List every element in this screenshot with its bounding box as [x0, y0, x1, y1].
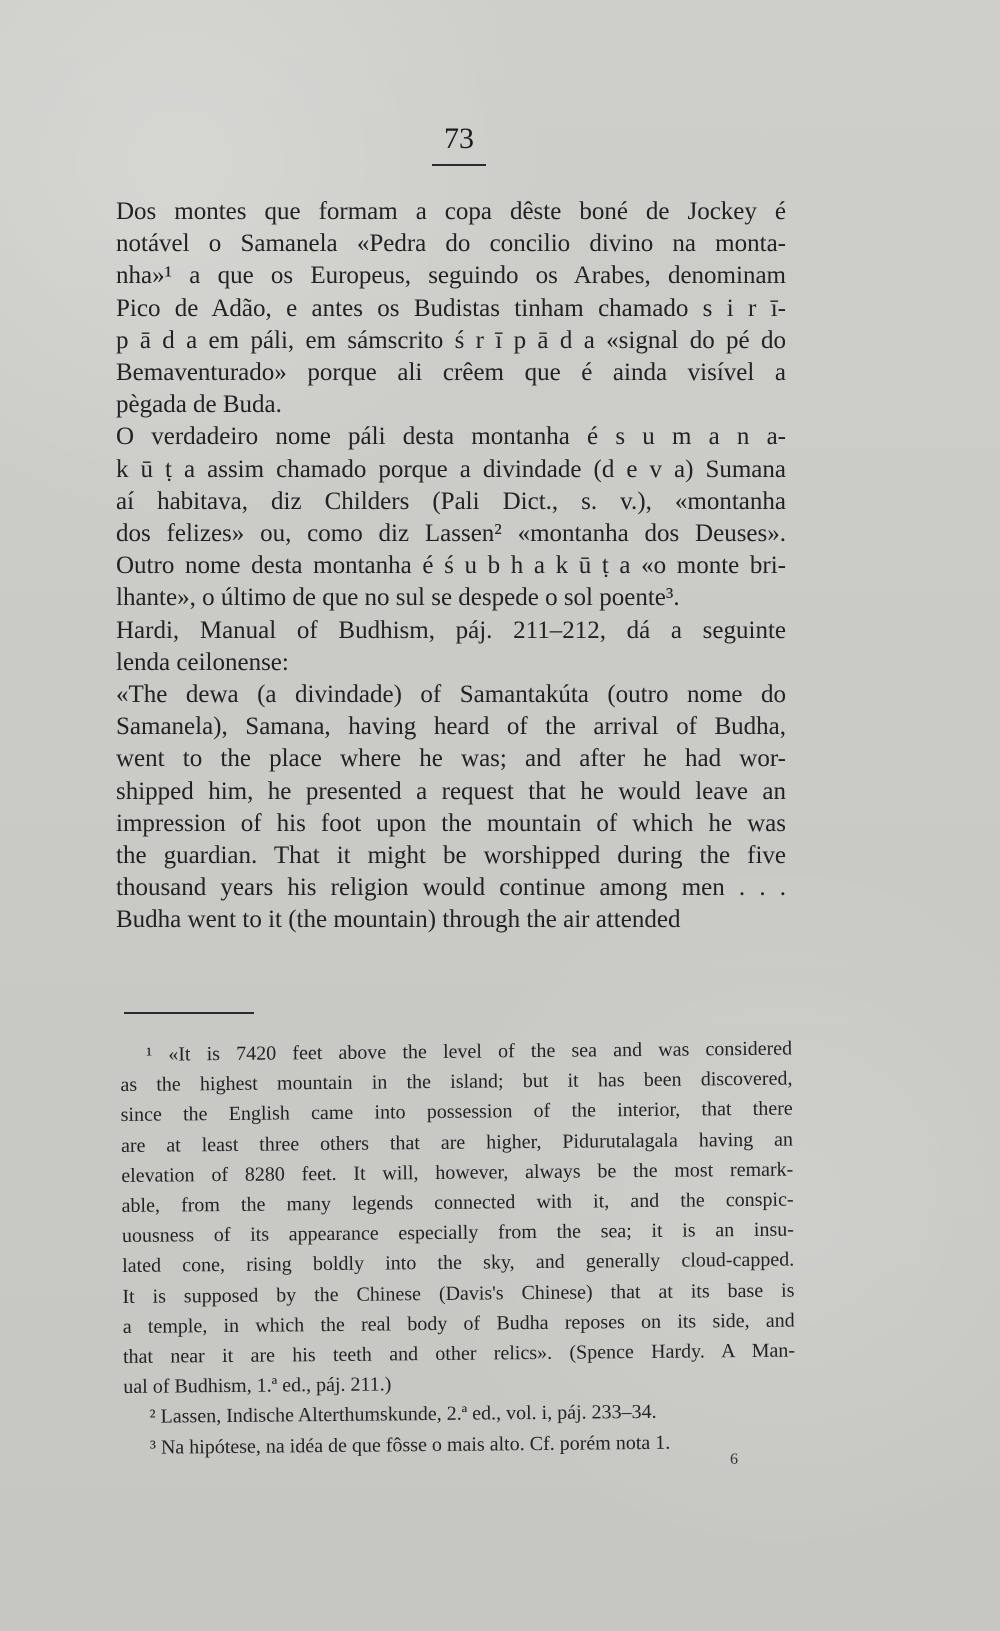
main-line: nha»¹ a que os Europeus, seguindo os Arabes, denominam: [116, 262, 786, 290]
footnote-line: a temple, in which the real body of Budha reposes on its side, and: [122, 1309, 795, 1338]
footnote-line: It is supposed by the Chinese (Davis's Chinese) that at its base is: [122, 1279, 795, 1308]
main-line: O verdadeiro nome páli desta montanha é s u m a n a-: [116, 423, 786, 451]
footnote-line: that near it are his teeth and other relics». (Spence Hardy. A Man-: [122, 1339, 796, 1369]
quote-line: «The dewa (a divindade) of Samantakúta (outro nome do: [116, 681, 786, 709]
main-line: aí habitava, diz Childers (Pali Dict., s. v.), «montanha: [116, 487, 786, 515]
main-line: Pico de Adão, e antes os Budistas tinham chamado s i r ī-: [116, 294, 786, 322]
main-line: Bemaventurado» porque ali crêem que é ainda visível a: [116, 359, 786, 387]
page-number-rule: [432, 164, 486, 166]
main-line: lenda ceilonense:: [116, 648, 289, 676]
footnote-line: since the English came into possession of the interior, that there: [120, 1097, 793, 1127]
main-line: lhante», o último de que no sul se despede o sol poente³.: [116, 584, 680, 612]
quote-line: Budha went to it (the mountain) through the air attended: [116, 906, 681, 934]
quote-line: Samanela), Samana, having heard of the arrival of Budha,: [116, 713, 786, 741]
footnote-line: able, from the many legends connected with it, and the conspic-: [121, 1188, 794, 1218]
footnote-line: ¹ «It is 7420 feet above the level of the sea and was considered: [146, 1037, 793, 1066]
footnote-line: ³ Na hipótese, na idéa de que fôsse o mais alto. Cf. porém nota 1.: [149, 1431, 671, 1459]
quote-line: went to the place where he was; and after he had wor-: [116, 745, 786, 773]
main-line: Hardi, Manual of Budhism, páj. 211–212, dá a seguinte: [116, 616, 786, 644]
printer-signature: 6: [730, 1451, 738, 1468]
main-line: dos felizes» ou, como diz Lassen² «montanha dos Deuses».: [116, 520, 786, 548]
page-number: 73: [444, 122, 474, 155]
main-line: notável o Samanela «Pedra do concilio divino na monta-: [116, 230, 786, 258]
footnote-line: as the highest mountain in the island; but it has been discovered,: [120, 1067, 793, 1097]
quote-line: thousand years his religion would continue among men . . .: [116, 874, 786, 902]
footnote-line: elevation of 8280 feet. It will, however, always be the most remark-: [121, 1158, 794, 1187]
footnote-line: ual of Budhism, 1.ª ed., páj. 211.): [123, 1373, 392, 1399]
main-text-block: [116, 196, 786, 937]
quote-line: the guardian. That it might be worshipped during the five: [116, 842, 786, 870]
footnotes-block: [120, 1034, 796, 1463]
main-line: Dos montes que formam a copa dêste boné de Jockey é: [116, 198, 786, 225]
main-line: Outro nome desta montanha é ś u b h a k ū ṭ a «o monte bri-: [116, 552, 786, 580]
footnote-line: uousness of its appearance especially from the sea; it is an insu-: [121, 1218, 794, 1248]
main-line: p ā d a em páli, em sámscrito ś r ī p ā d a «signal do pé do: [116, 326, 786, 354]
footnote-line: lated cone, rising boldly into the sky, and generally cloud-capped.: [122, 1248, 795, 1278]
quote-line: impression of his foot upon the mountain of which he was: [116, 809, 786, 837]
footnote-line: ² Lassen, Indische Alterthumskunde, 2.ª ed., vol. i, páj. 233–34.: [149, 1401, 657, 1429]
footnote-rule: [124, 1012, 254, 1014]
main-line: pègada de Buda.: [116, 391, 282, 419]
quote-line: shipped him, he presented a request that he would leave an: [116, 777, 786, 805]
main-line: k ū ṭ a assim chamado porque a divindade (d e v a) Sumana: [116, 455, 786, 483]
footnote-line: are at least three others that are higher, Pidurutalagala having an: [120, 1128, 794, 1157]
